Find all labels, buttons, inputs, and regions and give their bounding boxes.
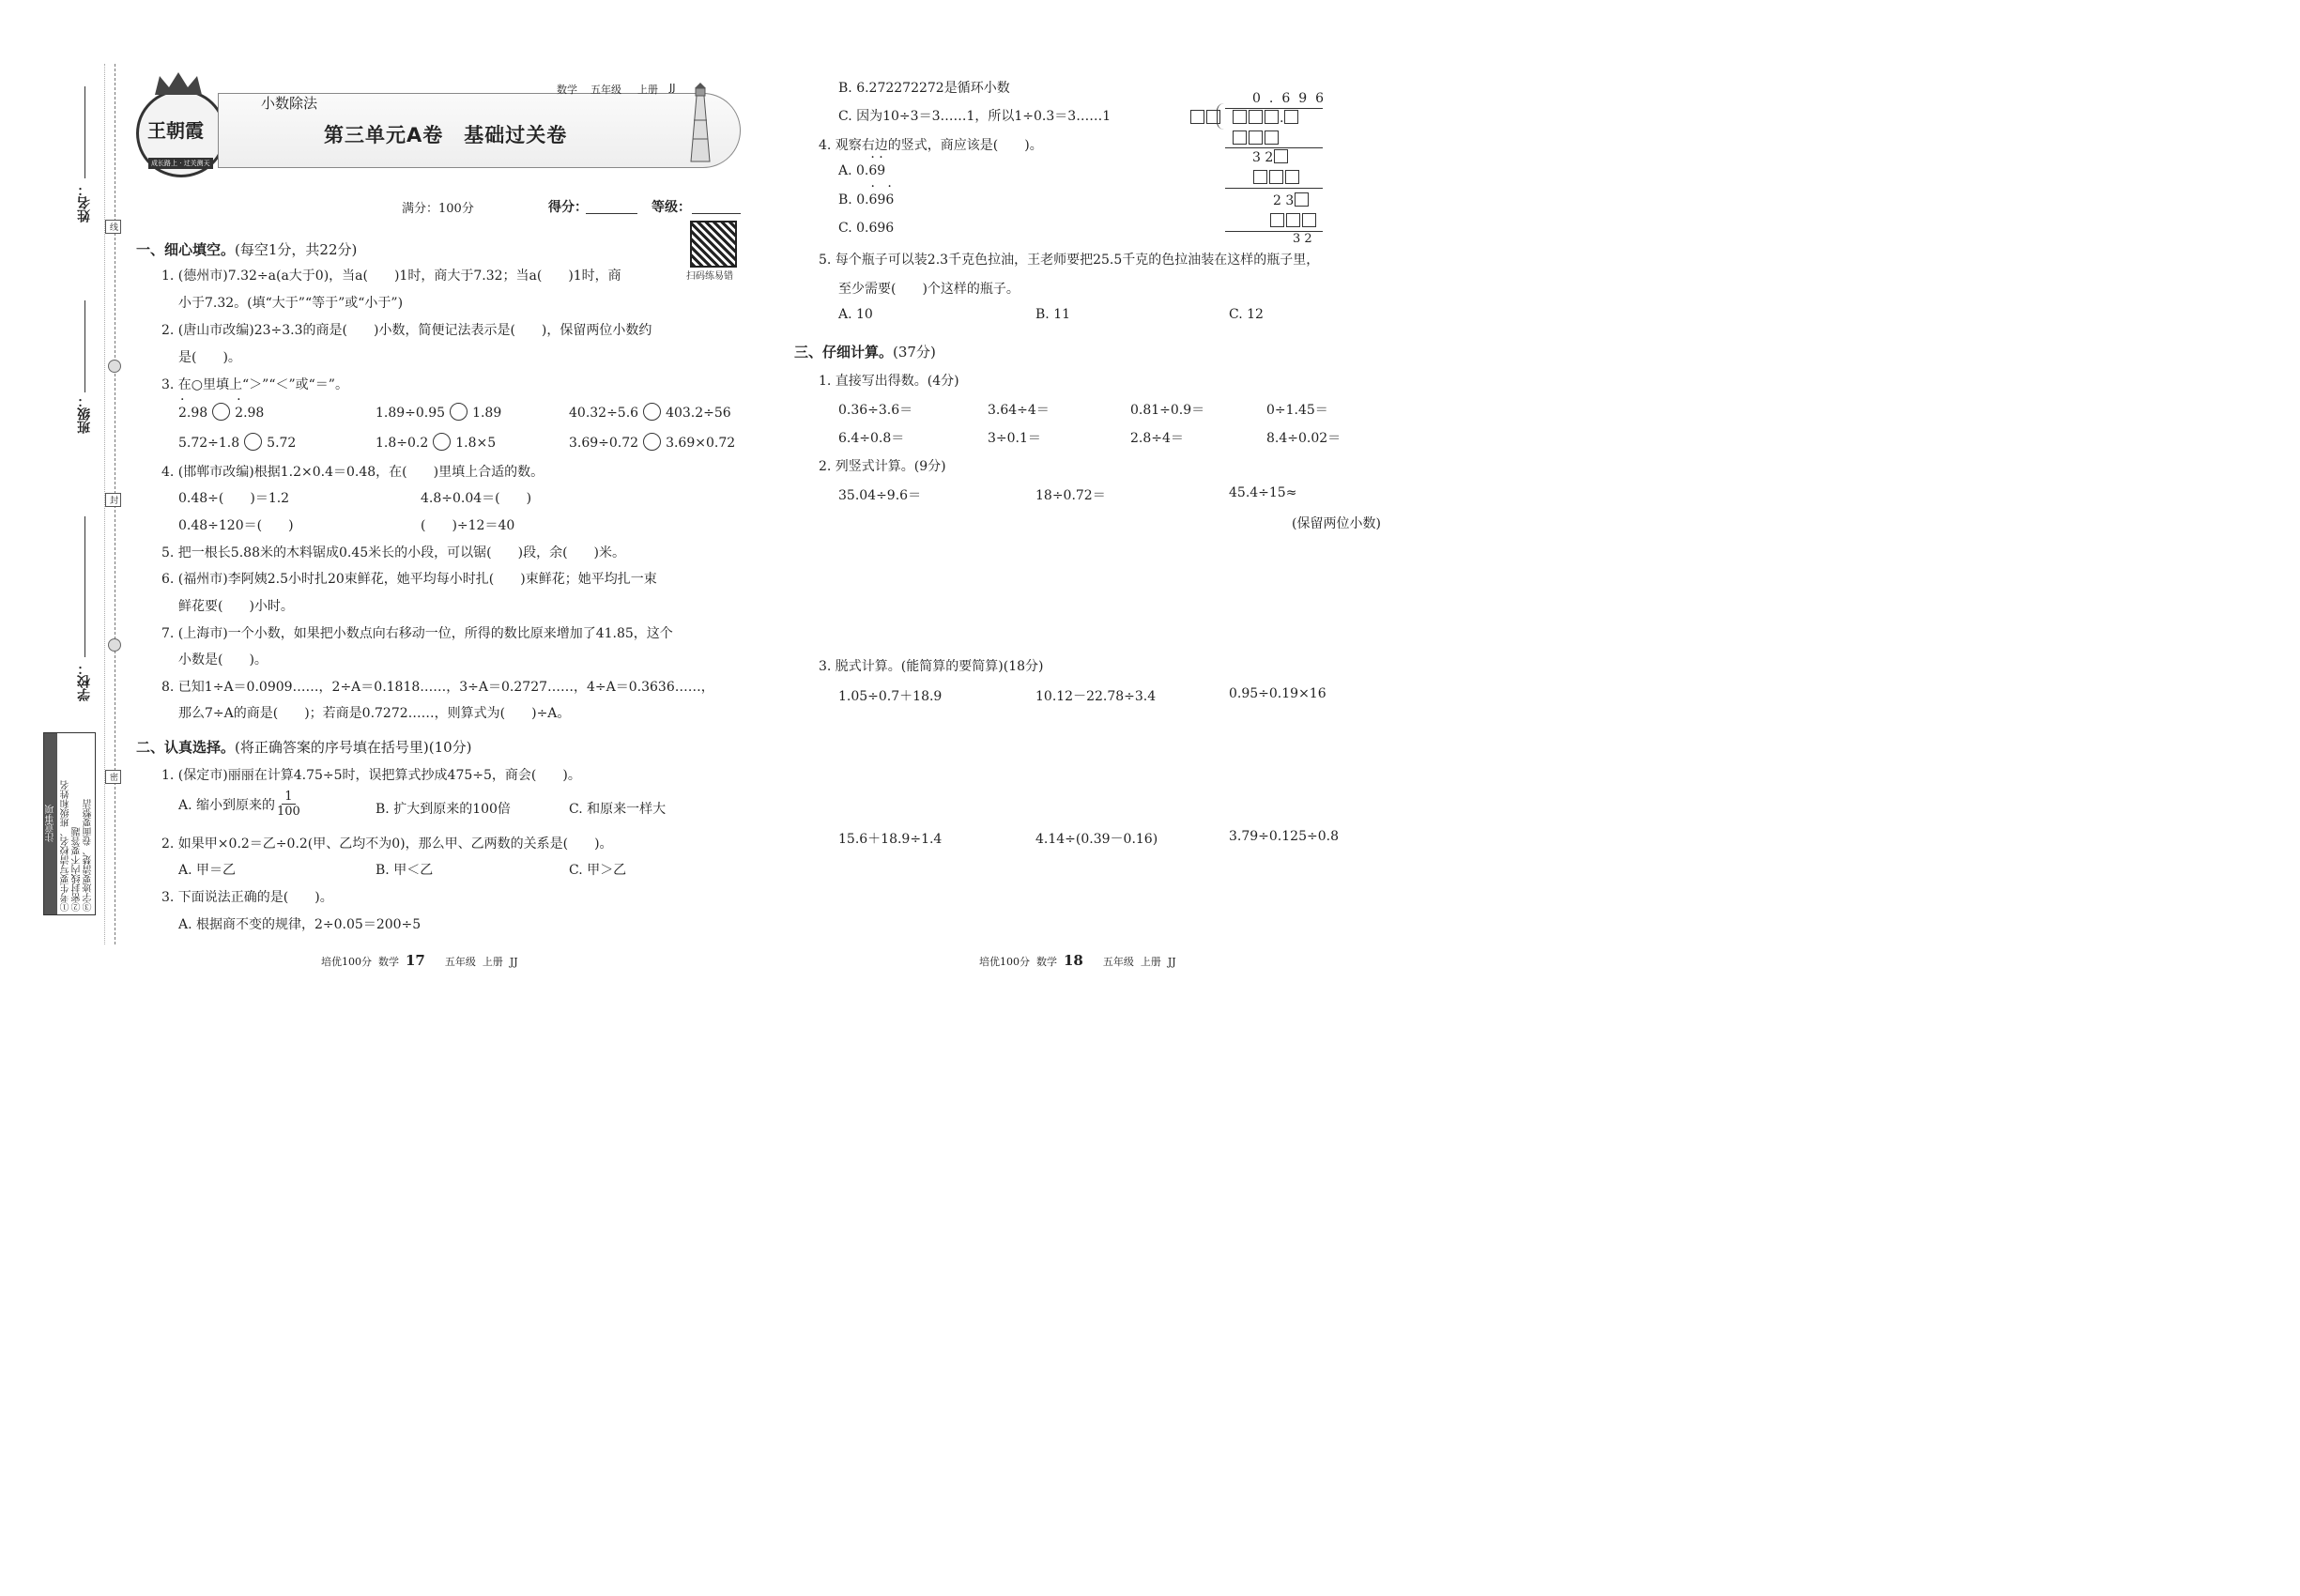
calc-item: 10.12－22.78÷3.4 bbox=[1035, 689, 1157, 704]
compare-circle[interactable] bbox=[643, 433, 661, 451]
compare-circle[interactable] bbox=[643, 403, 661, 421]
compare-item: 5.72÷1.8 5.72 bbox=[178, 433, 296, 451]
grade-label: 等级： bbox=[652, 200, 691, 215]
option-c[interactable]: C. 和原来一样大 bbox=[569, 802, 667, 817]
calc-item: 4.14÷(0.39－0.16) bbox=[1035, 832, 1158, 847]
school-label: 学校： bbox=[77, 662, 92, 701]
section2-note: (将正确答案的序号填在括号里)(10分) bbox=[235, 739, 472, 756]
page-number: 18 bbox=[1064, 952, 1083, 969]
calc-item: 3.79÷0.125÷0.8 bbox=[1229, 829, 1339, 844]
footer-left: 培优100分 数学 17 五年级 上册 JJ bbox=[321, 952, 518, 969]
option-b[interactable]: B. 扩大到原来的100倍 bbox=[376, 802, 511, 817]
calc-item: 0.81÷0.9＝ bbox=[1130, 403, 1205, 418]
question-1-2: 2. (唐山市改编)23÷3.3的商是( )小数，简便记法表示是( )，保留两位小数约 bbox=[161, 323, 652, 338]
class-field[interactable] bbox=[84, 300, 85, 392]
question-1-7: 7. (上海市)一个小数，如果把小数点向右移动一位，所得的数比原来增加了41.85，这个 bbox=[161, 626, 673, 641]
crown-icon bbox=[150, 70, 207, 97]
section1-heading: 一、细心填空。 bbox=[136, 241, 236, 258]
question-2-1: 1. (保定市)丽丽在计算4.75÷5时，误把算式抄成475÷5，商会( )。 bbox=[161, 768, 581, 783]
full-score: 满分：100分 bbox=[402, 202, 474, 216]
compare-item: · 2.98· 2.98 bbox=[178, 403, 264, 421]
question-2-4: 4. 观察右边的竖式，商应该是( )。 bbox=[819, 138, 1043, 153]
product-row-3 bbox=[1269, 213, 1317, 229]
section3-heading: 三、仔细计算。 bbox=[794, 344, 894, 361]
compare-item: 1.89÷0.95 1.89 bbox=[376, 403, 501, 421]
compare-item: 1.8÷0.2 1.8×5 bbox=[376, 433, 496, 451]
note-item: ②密封线内不要答题 bbox=[72, 827, 83, 912]
question-2-5-cont: 至少需要( )个这样的瓶子。 bbox=[838, 282, 1020, 297]
option-c[interactable]: C. 0.696 bbox=[838, 221, 895, 236]
question-1-7-cont: 小数是( )。 bbox=[178, 652, 268, 668]
option-b[interactable]: B. 6.272272272是循环小数 bbox=[838, 81, 1010, 96]
option-b[interactable]: B. 11 bbox=[1035, 307, 1071, 322]
calc-item: 0.95÷0.19×16 bbox=[1229, 686, 1326, 701]
calc-item: 45.4÷15≈ bbox=[1229, 485, 1297, 500]
option-a[interactable]: A. 甲＝乙 bbox=[178, 863, 237, 878]
digit-box[interactable] bbox=[1253, 170, 1267, 184]
seal-mark-line: 线 bbox=[105, 220, 121, 234]
digit-box[interactable] bbox=[1270, 213, 1284, 227]
digit-box[interactable] bbox=[1190, 110, 1204, 124]
seal-mark-close: 密 bbox=[105, 770, 121, 784]
compare-circle[interactable] bbox=[212, 403, 230, 421]
name-label: 姓名： bbox=[77, 183, 92, 223]
digit-box[interactable] bbox=[1269, 170, 1283, 184]
notes-box bbox=[43, 732, 96, 915]
option-c[interactable]: C. 12 bbox=[1229, 307, 1264, 322]
digit-box[interactable] bbox=[1286, 213, 1300, 227]
compare-circle[interactable] bbox=[433, 433, 451, 451]
calc-item: 3÷0.1＝ bbox=[988, 431, 1041, 446]
option-c[interactable]: C. 因为10÷3＝3……1，所以1÷0.3＝3……1 bbox=[838, 109, 1112, 124]
calc-item: 0.36÷3.6＝ bbox=[838, 403, 913, 418]
punch-hole-icon bbox=[108, 360, 121, 373]
question-3-2: 2. 列竖式计算。(9分) bbox=[819, 459, 946, 474]
rounding-note: (保留两位小数) bbox=[1292, 516, 1381, 531]
question-1-6: 6. (福州市)李阿姨2.5小时扎20束鲜花，她平均每小时扎( )束鲜花；她平均扎一束 bbox=[161, 572, 657, 587]
calc-item: 18÷0.72＝ bbox=[1035, 488, 1106, 503]
option-b[interactable]: B. 甲＜乙 bbox=[376, 863, 434, 878]
question-2-2: 2. 如果甲×0.2＝乙÷0.2(甲、乙均不为0)，那么甲、乙两数的关系是( )。 bbox=[161, 836, 613, 852]
note-item: ③字迹要清楚、卷面要整洁 bbox=[84, 799, 94, 912]
qr-label: 扫码练易错 bbox=[686, 271, 733, 282]
remainder-row-2: 2 3 bbox=[1273, 192, 1310, 208]
qr-code[interactable] bbox=[690, 221, 737, 268]
final-remainder: 3 2 bbox=[1293, 232, 1312, 246]
unit-topic: 小数除法 bbox=[261, 95, 318, 112]
calc-item: 2.8÷4＝ bbox=[1130, 431, 1184, 446]
product-row-1 bbox=[1232, 130, 1280, 146]
meta-grade: 五年级 bbox=[590, 84, 621, 96]
question-1-3: 3. 在○里填上“＞”“＜”或“＝”。 bbox=[161, 377, 348, 392]
score-field[interactable] bbox=[586, 213, 637, 214]
compare-item: 40.32÷5.6 403.2÷56 bbox=[569, 403, 731, 421]
question-1-4: 4. (邯郸市改编)根据1.2×0.4＝0.48，在( )里填上合适的数。 bbox=[161, 465, 544, 480]
question-3-1: 1. 直接写出得数。(4分) bbox=[819, 374, 959, 389]
digit-box[interactable] bbox=[1274, 149, 1288, 163]
fraction: $\frac{1}{100}$ bbox=[277, 790, 300, 819]
section1-note: (每空1分，共22分) bbox=[235, 241, 358, 258]
digit-box[interactable] bbox=[1249, 110, 1263, 124]
fill-item: 0.48÷( )＝1.2 bbox=[178, 491, 290, 506]
question-1-1-cont: 小于7.32。(填“大于”“等于”或“小于”) bbox=[178, 296, 404, 311]
remainder-row-1: 3 2 bbox=[1252, 149, 1289, 165]
fill-item: ( )÷12＝40 bbox=[421, 518, 515, 533]
compare-circle[interactable] bbox=[244, 433, 262, 451]
meta-term: 上册 bbox=[637, 84, 658, 96]
seal-mark-seal: 封 bbox=[105, 493, 121, 507]
punch-hole-icon bbox=[108, 638, 121, 652]
compare-item: 3.69÷0.72 3.69×0.72 bbox=[569, 433, 735, 451]
grade-field[interactable] bbox=[692, 213, 741, 214]
digit-box[interactable] bbox=[1285, 170, 1299, 184]
option-c[interactable]: C. 甲＞乙 bbox=[569, 863, 627, 878]
option-a[interactable]: A. 10 bbox=[838, 307, 873, 322]
digit-box[interactable] bbox=[1265, 110, 1279, 124]
digit-box[interactable] bbox=[1302, 213, 1316, 227]
brand-name: 王朝霞 bbox=[147, 119, 204, 142]
division-bracket bbox=[1217, 103, 1227, 130]
question-1-1: 1. (德州市)7.32÷a(a大于0)，当a( )1时，商大于7.32；当a( )1时，商 bbox=[161, 269, 621, 284]
page-title: 第三单元A卷 基础过关卷 bbox=[324, 124, 568, 146]
calc-item: 0÷1.45＝ bbox=[1266, 403, 1328, 418]
division-line bbox=[1225, 188, 1323, 189]
section3-note: (37分) bbox=[893, 344, 936, 361]
compare-circle[interactable] bbox=[450, 403, 468, 421]
meta-subject: 数学 bbox=[557, 84, 577, 96]
calc-item: 3.64÷4＝ bbox=[988, 403, 1050, 418]
note-item: ①考生要写清校名、班级和姓名 bbox=[61, 780, 71, 912]
calc-item: 8.4÷0.02＝ bbox=[1266, 431, 1342, 446]
calc-item: 1.05÷0.7＋18.9 bbox=[838, 689, 943, 704]
digit-box[interactable] bbox=[1265, 130, 1279, 145]
brand-slogan: 成长路上 · 过关测天 bbox=[148, 158, 213, 169]
footer-right: 培优100分 数学 18 五年级 上册 JJ bbox=[979, 952, 1176, 969]
product-row-2 bbox=[1252, 170, 1300, 186]
notes-title: 注意事项 bbox=[44, 733, 57, 914]
option-a[interactable]: A. 缩小到原来的 $\frac{1}{100}$ bbox=[178, 790, 300, 819]
question-1-2-cont: 是( )。 bbox=[178, 350, 241, 365]
digit-box[interactable] bbox=[1233, 110, 1247, 124]
meta-edition: JJ bbox=[669, 82, 676, 94]
question-1-5: 5. 把一根长5.88米的木料锯成0.45米长的小段，可以锯( )段，余( )米。 bbox=[161, 545, 625, 560]
digit-box[interactable] bbox=[1233, 130, 1247, 145]
calc-item: 15.6＋18.9÷1.4 bbox=[838, 832, 943, 847]
school-field[interactable] bbox=[84, 516, 85, 657]
question-1-8: 8. 已知1÷A＝0.0909……，2÷A＝0.1818……，3÷A＝0.2727……，4÷A＝0.3636……， bbox=[161, 680, 714, 695]
calc-item: 6.4÷0.8＝ bbox=[838, 431, 905, 446]
name-field[interactable] bbox=[84, 86, 85, 178]
question-1-8-cont: 那么7÷A的商是( )；若商是0.7272……，则算式为( )÷A。 bbox=[178, 706, 571, 721]
division-line bbox=[1225, 147, 1323, 148]
page-number: 17 bbox=[406, 952, 425, 969]
section2-heading: 二、认真选择。 bbox=[136, 739, 236, 756]
question-1-6-cont: 鲜花要( )小时。 bbox=[178, 599, 294, 614]
digit-box[interactable] bbox=[1284, 110, 1298, 124]
digit-box[interactable] bbox=[1295, 192, 1309, 207]
calc-item: 35.04÷9.6＝ bbox=[838, 488, 922, 503]
division-quotient: 0.696 bbox=[1252, 91, 1333, 106]
option-b[interactable]: B. 0.· 69· 6 bbox=[838, 192, 894, 207]
class-label: 班级： bbox=[77, 394, 92, 434]
digit-box[interactable] bbox=[1249, 130, 1263, 145]
question-2-3: 3. 下面说法正确的是( )。 bbox=[161, 890, 333, 905]
division-bar bbox=[1225, 108, 1323, 109]
option-a[interactable]: A. 0.· 6· 9 bbox=[838, 163, 885, 178]
lighthouse-icon bbox=[685, 83, 715, 163]
option-a[interactable]: A. 根据商不变的规律，2÷0.05＝200÷5 bbox=[178, 917, 422, 932]
fill-item: 0.48÷120＝( ) bbox=[178, 518, 294, 533]
fill-item: 4.8÷0.04＝( ) bbox=[421, 491, 532, 506]
question-2-5: 5. 每个瓶子可以装2.3千克色拉油，王老师要把25.5千克的色拉油装在这样的瓶子里， bbox=[819, 253, 1320, 268]
score-label: 得分： bbox=[548, 200, 588, 215]
dividend-boxes: . bbox=[1232, 110, 1299, 126]
question-3-3: 3. 脱式计算。(能简算的要简算)(18分) bbox=[819, 659, 1044, 674]
